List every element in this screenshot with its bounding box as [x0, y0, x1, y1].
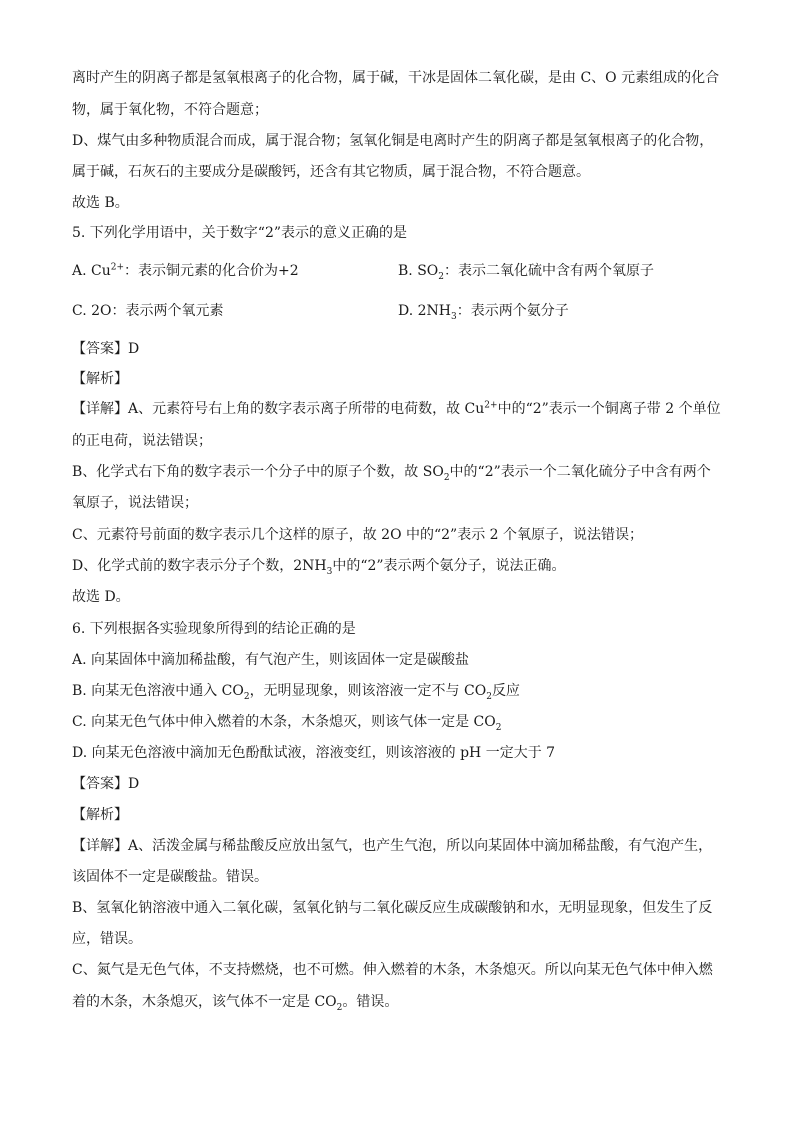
q5-answer: 【答案】D [72, 341, 140, 357]
q5-analysis-heading: 【解析】 [72, 371, 128, 387]
q5-option-d: D. $2NH_3$：表示两个氨分子 [398, 303, 569, 322]
q6-option-d: D. 向某无色溶液中滴加无色酚酞试液，溶液变红，则该溶液的 pH 一定大于 7 [72, 745, 556, 761]
q6-analysis-heading: 【解析】 [72, 807, 128, 823]
question-5: 5. 下列化学用语中，关于数字“2”表示的意义正确的是 [72, 225, 408, 241]
text-line: 故选 B。 [72, 195, 129, 211]
q6-detail-c: C、氮气是无色气体，不支持燃烧，也不可燃。伸入燃着的木条，木条熄灭。所以向某无色气体中伸入燃 [72, 962, 713, 978]
q5-detail-a-cont: 的正电荷，说法错误； [72, 433, 212, 449]
text-line: 属于碱，石灰石的主要成分是碳酸钙，还含有其它物质，属于混合物，不符合题意。 [72, 164, 590, 180]
q6-answer: 【答案】D [72, 776, 140, 792]
q5-detail-c: C、元素符号前面的数字表示几个这样的原子，故 2O 中的“2”表示 2 个氧原子，说法错误； [72, 527, 644, 543]
q6-detail-a-cont: 该固体不一定是碳酸盐。错误。 [72, 869, 268, 885]
text-line: D、煤气由多种物质混合而成，属于混合物；氢氧化铜是电离时产生的阴离子都是氢氧根离子的化合物， [72, 133, 714, 149]
q6-detail-a: 【详解】A、活泼金属与稀盐酸反应放出氢气，也产生气泡，所以向某固体中滴加稀盐酸，有气泡产生， [72, 838, 713, 854]
q5-option-b: B. $SO_2$：表示二氧化硫中含有两个氧原子 [398, 263, 654, 282]
q5-detail-b-cont: 氧原子，说法错误； [72, 495, 198, 511]
q6-detail-b: B、氢氧化钠溶液中通入二氧化碳，氢氧化钠与二氧化碳反应生成碳酸钠和水，无明显现象，但发生了反 [72, 900, 713, 916]
q5-option-c: C. 2O：表示两个氧元素 [72, 303, 224, 319]
q5-option-a: A. $Cu^{2+}$：表示铜元素的化合价为+2 [72, 262, 299, 279]
question-6: 6. 下列根据各实验现象所得到的结论正确的是 [72, 621, 356, 637]
q6-detail-c-cont: 着的木条，木条熄灭，该气体不一定是 $CO_2$。错误。 [72, 994, 399, 1013]
q6-option-b: B. 向某无色溶液中通入 $CO_2$，无明显现象，则该溶液一定不与 $CO_2$反应 [72, 683, 520, 702]
q5-detail-d: D、化学式前的数字表示分子个数，$2NH_3$中的“2”表示两个氨分子，说法正确。 [72, 558, 566, 577]
q5-detail-a: 【详解】A、元素符号右上角的数字表示离子所带的电荷数，故 $Cu^{2+}$中的“2”表示一个铜离子带 2 个单位 [72, 400, 721, 417]
text-line: 离时产生的阴离子都是氢氧根离子的化合物，属于碱，干冰是固体二氧化碳，是由 C、O 元素组成的化合 [72, 70, 720, 86]
q5-conclusion: 故选 D。 [72, 589, 130, 605]
text-line: 物，属于氧化物，不符合题意； [72, 102, 268, 118]
q6-option-a: A. 向某固体中滴加稀盐酸，有气泡产生，则该固体一定是碳酸盐 [72, 652, 470, 668]
q5-detail-b: B、化学式右下角的数字表示一个分子中的原子个数，故 $SO_2$中的“2”表示一个二氧化硫分子中含有两个 [72, 464, 711, 483]
q6-detail-b-cont: 应，错误。 [72, 931, 142, 947]
q6-option-c: C. 向某无色气体中伸入燃着的木条，木条熄灭，则该气体一定是 $CO_2$ [72, 714, 502, 733]
